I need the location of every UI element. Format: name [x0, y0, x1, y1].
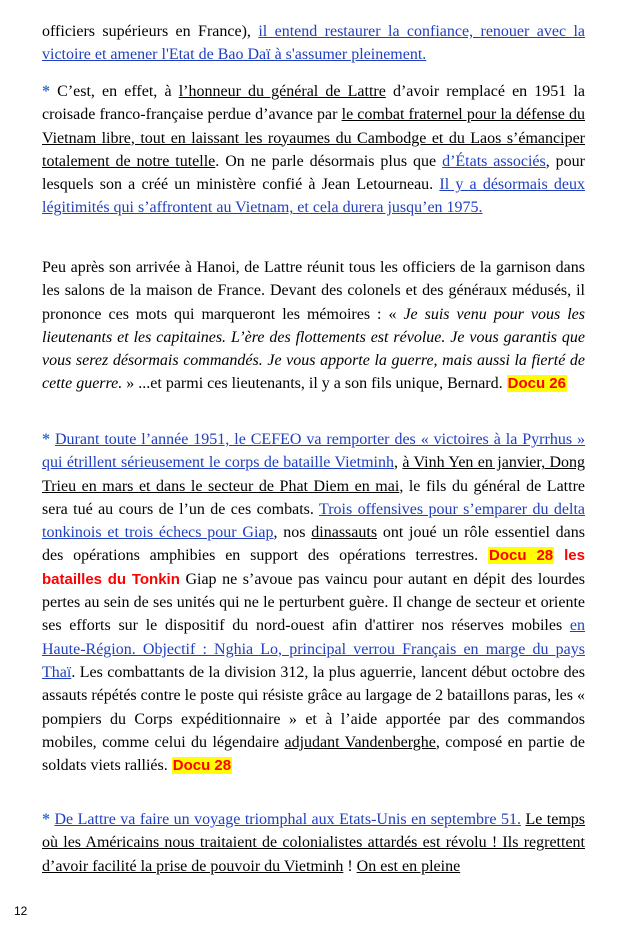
text: . Les combattants de la division 312, la plus aguerrie, lancent début octobre des assauts répétés contre le poste qui résiste grâce au largage de 2 bataillons paras, les « pompiers du Corps expéditionnaire » et à l’aide apportée par des commandos mobiles, comme celui du légendaire — [42, 663, 585, 751]
paragraph-1 — [42, 20, 585, 67]
text: , composé en partie de soldats viets ralliés. — [42, 733, 585, 775]
text: ! — [343, 857, 357, 875]
link[interactable]: il entend restaurer la confiance, renouer avec la victoire et amener l'Etat de Bao Daï à s'assumer pleinement. — [42, 23, 586, 64]
docu-badge[interactable]: Docu 28 — [488, 547, 554, 565]
text: » ...et parmi ces lieutenants, il y a son fils unique, Bernard. — [122, 375, 507, 393]
underlined-text: à Vinh Yen en janvier, Dong Trieu en mars et dans le secteur de Phat Diem en mai — [42, 454, 586, 495]
link[interactable]: Il y a désormais deux légitimités qui s’affrontent au Vietnam, et cela durera jusqu’en 1975. — [42, 176, 585, 217]
paragraph-5 — [42, 808, 585, 878]
text: C’est, en effet, à — [57, 83, 179, 100]
text: Giap ne s’avoue pas vaincu pour autant en dépit des lourdes pertes au sein de ses unités qui ne le perturbent guère. Il change de secteur et oriente ses efforts sur le dispositif du nord-ouest afin d'attirer nos réserves mobiles — [42, 570, 585, 635]
docu-badge[interactable]: Docu 26 — [507, 375, 566, 393]
text: Peu après son arrivée à Hanoi, de Lattre réunit tous les officiers de la garnison dans les salons de la maison de France. Devant des colonels et des généraux médusés, il prononce ces mots qui marqueront les mémoires : « — [42, 259, 585, 323]
bullet-star: * — [42, 83, 58, 100]
underlined-text: adjudant Vandenberghe — [284, 733, 436, 751]
text: d’avoir remplacé en 1951 la croisade franco-française perdue d’avance par — [42, 83, 585, 124]
link[interactable]: Durant toute l’année 1951, le CEFEO va remporter des « victoires à la Pyrrhus » qui étrillent sérieusement le corps de bataille Vietminh — [42, 431, 586, 472]
paragraph-4 — [42, 428, 585, 777]
link[interactable]: Trois offensives pour s’emparer du delta tonkinois et trois échecs pour Giap — [42, 500, 586, 542]
paragraph-3 — [42, 256, 585, 396]
underlined-text: l’honneur du général de Lattre — [178, 83, 386, 100]
paragraph-2 — [42, 80, 585, 220]
text: ont joué un rôle essentiel dans des opérations amphibies en support des opérations terrestres. — [42, 524, 585, 565]
underlined-text: dinassauts — [311, 524, 378, 542]
quote: Je suis venu pour vous les lieutenants et les capitaines. L’ère des flottements est révolue. Je vous garantis que vous serez désormais commandés. Je vous apporte la guerre, mais aussi la fierté de cette guerre. — [42, 305, 585, 393]
page-number: 12 — [14, 904, 28, 918]
underlined-text: On est en pleine — [356, 857, 461, 875]
link[interactable]: d’États associés — [442, 152, 546, 170]
text: , nos — [273, 524, 312, 542]
underlined-text: le combat fraternel pour la défense du Vietnam libre, tout en laissant les royaumes du Cambodge et du Laos s’émanciper totalement de notre tutelle — [42, 106, 586, 170]
link[interactable]: De Lattre va faire un voyage triomphal aux Etats-Unis en septembre 51. — [54, 811, 521, 828]
link[interactable]: en Haute-Région. Objectif : Nghia Lo, principal verrou Français en marge du pays Thaï — [42, 617, 585, 681]
text: , le fils du général de Lattre sera tué au cours de l’un de ces combats. — [42, 477, 586, 518]
bullet-star: * — [42, 811, 55, 828]
docu-badge[interactable]: Docu 28 — [172, 757, 232, 775]
red-caption: les batailles du Tonkin — [42, 547, 585, 588]
text: officiers supérieurs en France), — [42, 23, 259, 40]
bullet-star: * — [42, 431, 55, 448]
text: , — [393, 454, 403, 472]
text: , pour lesquels son a créé un ministère confié à Jean Letourneau. — [42, 152, 586, 194]
underlined-text: Le temps où les Américains nous traitaient de colonialistes attardés est révolu ! Ils regrettent d’avoir facilité la prise de pouvoir du Vietminh — [42, 811, 586, 875]
text: . On ne parle désormais plus que — [215, 152, 443, 170]
